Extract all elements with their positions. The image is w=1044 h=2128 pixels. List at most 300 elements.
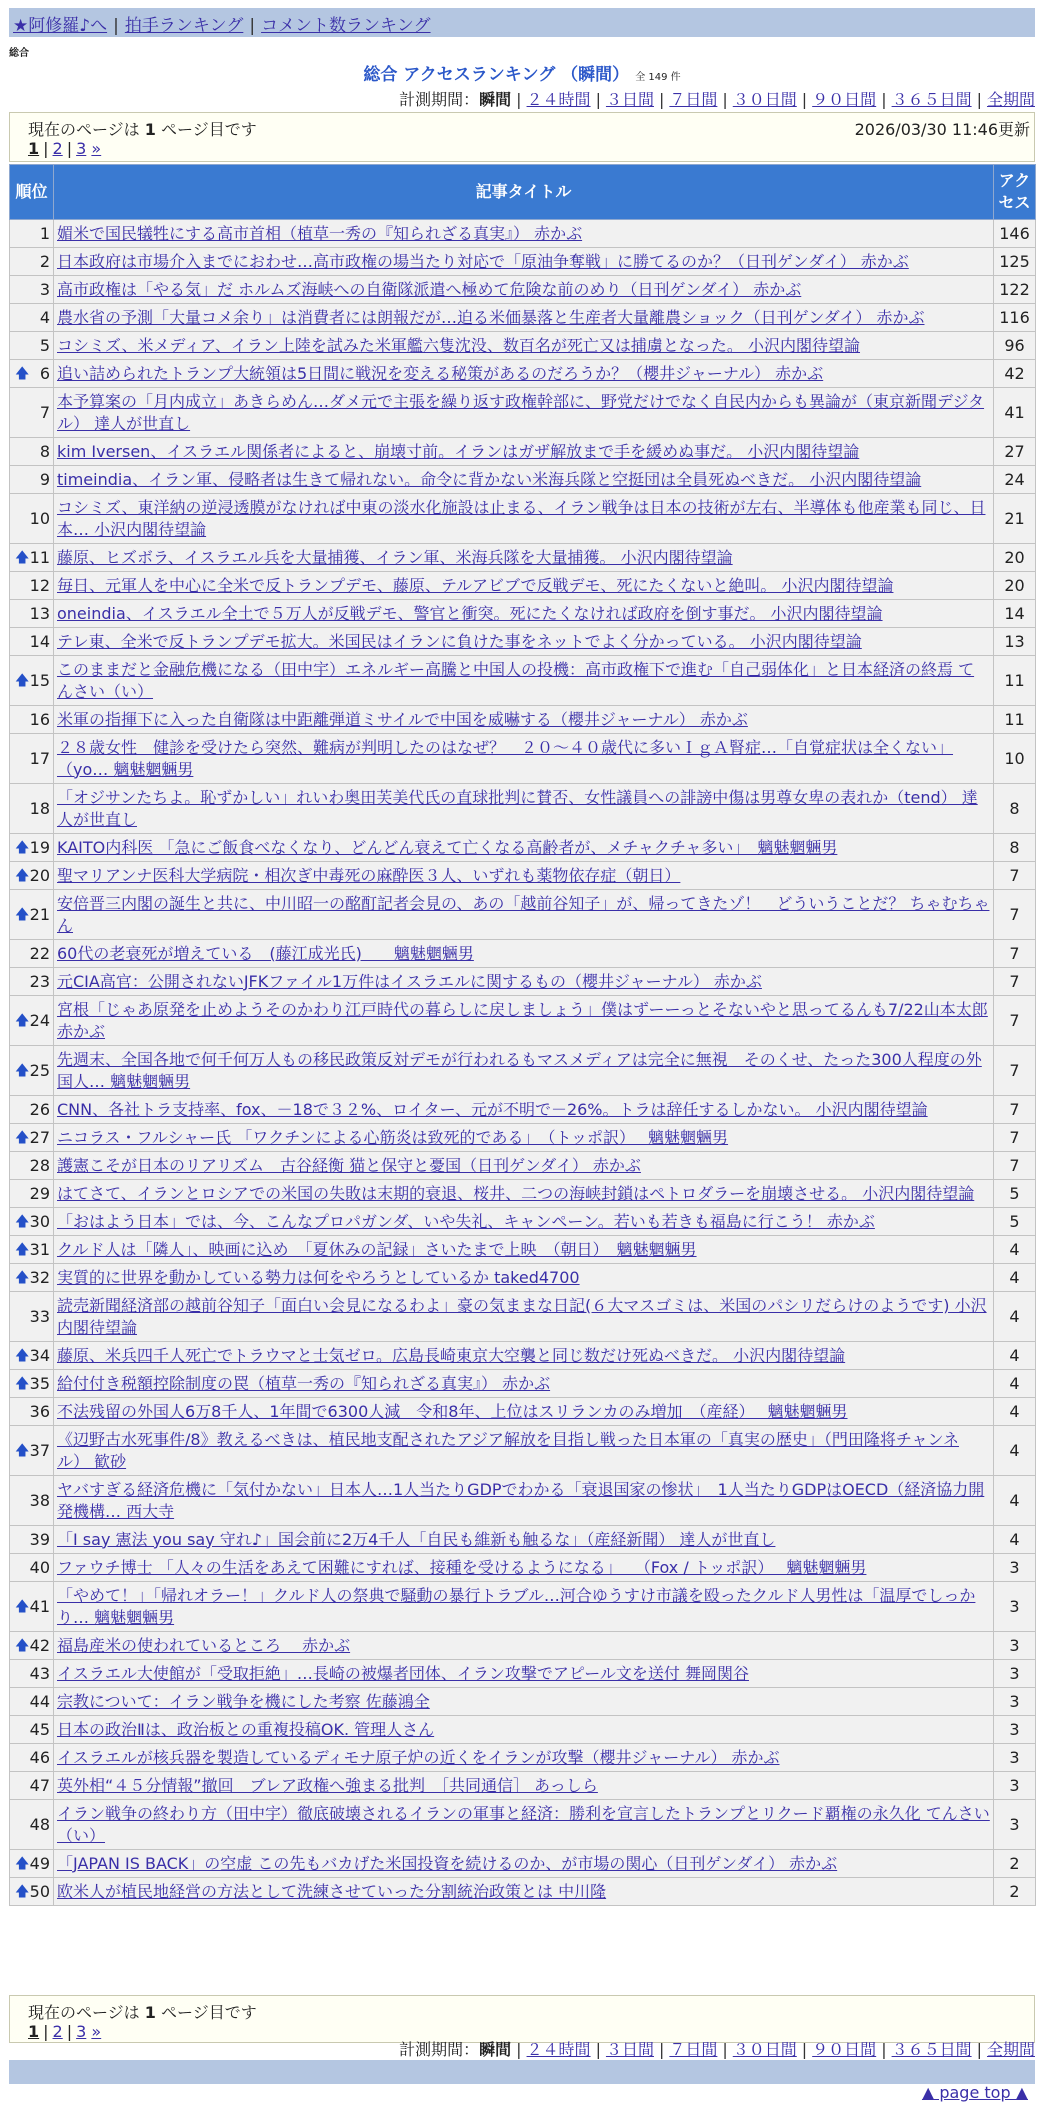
page-top-link[interactable]: ▲ page top ▲ xyxy=(921,2083,1028,2102)
article-link[interactable]: 給付付き税額控除制度の罠（植草一秀の『知られざる真実』） 赤かぶ xyxy=(57,1373,551,1393)
article-link[interactable]: 毎日、元軍人を中心に全米で反トランプデモ、藤原、テルアビブで反戦デモ、死にたくないと絶叫。 小沢内閣待望論 xyxy=(57,575,894,595)
rank-cell xyxy=(10,1688,54,1716)
table-row xyxy=(10,1426,1036,1476)
table-row xyxy=(10,1476,1036,1526)
title-cell xyxy=(54,706,994,734)
article-link[interactable]: 「やめて！」「帰れオラー！」クルド人の祭典で騒動の暴行トラブル…河合ゆうすけ市議を殴ったクルド人男性は「温厚でしっかり… 魑魅魍魎男 xyxy=(57,1585,976,1627)
access-count: 7 xyxy=(994,1152,1036,1180)
pager-top xyxy=(9,112,1035,162)
access-count: 3 xyxy=(994,1660,1036,1688)
period-separator: | xyxy=(722,2040,728,2059)
article-link[interactable]: 先週末、全国各地で何千何万人もの移民政策反対デモが行われるもマスメディアは完全に無視 そのくせ、たった300人程度の外国人… 魑魅魍魎男 xyxy=(57,1049,982,1091)
up-arrow-icon: 🡅 xyxy=(15,1012,30,1029)
nav-link-comment-ranking[interactable]: コメント数ランキング xyxy=(261,16,431,36)
rank-cell xyxy=(10,1476,54,1526)
title-cell xyxy=(54,572,994,600)
rank-number: 3 xyxy=(39,279,50,299)
article-link[interactable]: 護憲こそが日本のリアリズム 古谷経衡 猫と保守と憂国（日刊ゲンダイ） 赤かぶ xyxy=(57,1155,641,1175)
article-link[interactable]: ニコラス・フルシャー氏 「ワクチンによる心筋炎は致死的である」 （トッポ訳） 魑魅魍魎男 xyxy=(57,1127,729,1147)
table-row xyxy=(10,1582,1036,1632)
article-link[interactable]: ２８歳女性 健診を受けたら突然、難病が判明したのはなぜ？ ２０～４０歳代に多いＩｇＡ腎症…「自覚症状は全くない」（yo… 魑魅魍魎男 xyxy=(57,737,954,779)
article-link[interactable]: 欧米人が植民地経営の方法として洗練させていった分割統治政策とは 中川隆 xyxy=(57,1881,607,1901)
table-row xyxy=(10,600,1036,628)
rank-number: 8 xyxy=(39,441,50,461)
page-link[interactable]: 2 xyxy=(52,2022,63,2041)
page-separator: | xyxy=(43,2022,49,2041)
article-link[interactable]: 宗教について：イラン戦争を機にした考察 佐藤鴻全 xyxy=(57,1691,430,1711)
period-link[interactable]: ３０日間 xyxy=(732,2040,797,2059)
article-link[interactable]: イスラエル大使館が「受取拒絶」…長崎の被爆者団体、イラン攻撃でアピール文を送付 舞岡関谷 xyxy=(57,1663,749,1683)
article-link[interactable]: timeindia、イラン軍、侵略者は生きて帰れない。命令に背かない米海兵隊と空挺団は全員死ぬべきだ。 小沢内閣待望論 xyxy=(57,469,922,489)
rank-number: 31 xyxy=(29,1239,50,1259)
top-nav-bar xyxy=(9,8,1035,37)
access-count: 7 xyxy=(994,862,1036,890)
access-count: 7 xyxy=(994,996,1036,1046)
period-selector-top xyxy=(399,87,1035,110)
access-count: 3 xyxy=(994,1582,1036,1632)
rank-number: 39 xyxy=(29,1529,50,1549)
period-separator: | xyxy=(658,90,665,109)
article-link[interactable]: 「オジサンたちよ。恥ずかしい」れいわ奥田芙美代氏の直球批判に賛否、女性議員への誹謗中傷は男尊女卑の表れか（tend） 達人が世直し xyxy=(57,787,978,829)
rank-cell xyxy=(10,1660,54,1688)
rank-cell xyxy=(10,1152,54,1180)
table-row xyxy=(10,360,1036,388)
article-link[interactable]: 不法残留の外国人6万8千人、1年間で6300人減 令和8年、上位はスリランカのみ増加 （産経） 魑魅魍魎男 xyxy=(57,1401,848,1421)
access-count: 20 xyxy=(994,572,1036,600)
rank-number: 23 xyxy=(29,971,50,991)
period-link[interactable]: ３日間 xyxy=(605,90,654,109)
title-cell xyxy=(54,1878,994,1906)
table-row xyxy=(10,968,1036,996)
access-count: 4 xyxy=(994,1236,1036,1264)
title-cell xyxy=(54,734,994,784)
up-arrow-icon: 🡅 xyxy=(15,1269,30,1286)
rank-number: 4 xyxy=(39,307,50,327)
access-count: 146 xyxy=(994,220,1036,248)
rank-cell xyxy=(10,1046,54,1096)
title-cell xyxy=(54,494,994,544)
title-cell xyxy=(54,248,994,276)
article-link[interactable]: 安倍晋三内閣の誕生と共に、中川昭一の酩酊記者会見の、あの「越前谷知子」が、帰ってきたゾ！ どういうことだ？ ちゃむちゃん xyxy=(57,893,990,935)
period-current: 瞬間 xyxy=(479,2040,512,2059)
article-link[interactable]: 英外相“４５分情報”撤回 ブレア政権へ強まる批判 ［共同通信］ あっしら xyxy=(57,1775,598,1795)
title-cell xyxy=(54,1046,994,1096)
access-count: 4 xyxy=(994,1526,1036,1554)
up-arrow-icon: 🡅 xyxy=(15,1062,30,1079)
rank-cell xyxy=(10,1632,54,1660)
page-link[interactable]: » xyxy=(91,2022,102,2041)
access-count: 27 xyxy=(994,438,1036,466)
title-cell xyxy=(54,1370,994,1398)
total-count: 全 149 件 xyxy=(635,72,681,83)
title-cell xyxy=(54,1800,994,1850)
access-count: 41 xyxy=(994,388,1036,438)
period-link[interactable]: ３６５日間 xyxy=(891,90,972,109)
access-count: 3 xyxy=(994,1716,1036,1744)
header-access: アクセス xyxy=(994,165,1036,220)
access-count: 4 xyxy=(994,1264,1036,1292)
rank-cell xyxy=(10,706,54,734)
access-count: 96 xyxy=(994,332,1036,360)
up-arrow-icon: 🡅 xyxy=(15,1129,30,1146)
title-cell xyxy=(54,1772,994,1800)
period-link[interactable]: ２４時間 xyxy=(526,2040,591,2059)
period-link[interactable]: ３日間 xyxy=(605,2040,654,2059)
title-cell xyxy=(54,1096,994,1124)
article-link[interactable]: イラン戦争の終わり方（田中宇）徹底破壊されるイランの軍事と経済：勝利を宣言したトランプとリクード覇権の永久化 てんさい（い） xyxy=(57,1803,990,1845)
period-separator: | xyxy=(516,2040,522,2059)
access-count: 8 xyxy=(994,834,1036,862)
rank-number: 42 xyxy=(29,1635,50,1655)
title-cell xyxy=(54,1744,994,1772)
table-row xyxy=(10,834,1036,862)
header-rank: 順位 xyxy=(10,165,54,220)
title-cell xyxy=(54,862,994,890)
rank-number: 28 xyxy=(29,1155,50,1175)
table-row xyxy=(10,1850,1036,1878)
rank-number: 32 xyxy=(29,1267,50,1287)
access-count: 7 xyxy=(994,1096,1036,1124)
rank-number: 33 xyxy=(29,1306,50,1326)
access-count: 4 xyxy=(994,1398,1036,1426)
period-link[interactable]: ７日間 xyxy=(669,90,718,109)
table-row xyxy=(10,494,1036,544)
article-link[interactable]: 媚米で国民犠牲にする高市首相（植草一秀の『知られざる真実』） 赤かぶ xyxy=(57,223,583,243)
rank-number: 19 xyxy=(29,837,50,857)
title-cell xyxy=(54,438,994,466)
access-count: 2 xyxy=(994,1850,1036,1878)
access-count: 2 xyxy=(994,1878,1036,1906)
table-row xyxy=(10,784,1036,834)
rank-cell xyxy=(10,1426,54,1476)
page-link[interactable]: » xyxy=(91,139,102,158)
article-link[interactable]: 聖マリアンナ医科大学病院・相次ぎ中毒死の麻酔医３人、いずれも薬物依存症（朝日） xyxy=(57,865,681,885)
page-current: 1 xyxy=(28,139,40,158)
period-link[interactable]: ９０日間 xyxy=(812,90,877,109)
rank-number: 41 xyxy=(29,1596,50,1616)
up-arrow-icon: 🡅 xyxy=(15,1442,30,1459)
header-title: 記事タイトル xyxy=(54,165,994,220)
category-label: 総合 xyxy=(9,48,29,59)
rank-cell xyxy=(10,862,54,890)
article-link[interactable]: テレ東、全米で反トランプデモ拡大。米国民はイランに負けた事をネットでよく分かっている。 小沢内閣待望論 xyxy=(57,631,862,651)
article-link[interactable]: 読売新聞経済部の越前谷知子「面白い会見になるわよ」豪の気ままな日記(６大マスゴミは、米国のパシリだらけのようです) 小沢内閣待望論 xyxy=(57,1295,987,1337)
period-current: 瞬間 xyxy=(479,90,512,109)
article-link[interactable]: イスラエルが核兵器を製造しているディモナ原子炉の近くをイランが攻撃（櫻井ジャーナル） 赤かぶ xyxy=(57,1747,780,1767)
rank-number: 7 xyxy=(39,402,50,422)
access-count: 4 xyxy=(994,1342,1036,1370)
up-arrow-icon: 🡅 xyxy=(15,365,30,382)
article-link[interactable]: KAITO内科医 「急にご飯食べなくなり、どんどん衰えて亡くなる高齢者が、メチャクチャ多い」 魑魅魍魎男 xyxy=(57,837,838,857)
access-count: 14 xyxy=(994,600,1036,628)
rank-number: 30 xyxy=(29,1211,50,1231)
up-arrow-icon: 🡅 xyxy=(15,1241,30,1258)
table-row xyxy=(10,572,1036,600)
up-arrow-icon: 🡅 xyxy=(15,867,30,884)
title-cell xyxy=(54,360,994,388)
period-separator: | xyxy=(881,90,887,109)
access-count: 3 xyxy=(994,1744,1036,1772)
access-count: 122 xyxy=(994,276,1036,304)
page-info xyxy=(28,2000,257,2023)
rank-cell xyxy=(10,784,54,834)
rank-cell xyxy=(10,248,54,276)
article-link[interactable]: 宮根「じゃあ原発を止めようそのかわり江戸時代の暮らしに戻しましょう」僕はずーーっとそないやと思ってるんも7/22山本太郎 赤かぶ xyxy=(57,999,988,1041)
table-row xyxy=(10,996,1036,1046)
page-separator: | xyxy=(66,139,73,158)
rank-number: 37 xyxy=(29,1440,50,1460)
article-link[interactable]: 「I say 憲法 you say 守れ♪」国会前に2万4千人「自民も維新も触るな」（産経新聞） 達人が世直し xyxy=(57,1529,776,1549)
rank-number: 26 xyxy=(29,1099,50,1119)
article-link[interactable]: 追い詰められたトランプ大統領は5日間に戦況を変える秘策があるのだろうか？（櫻井ジャーナル） 赤かぶ xyxy=(57,363,824,383)
rank-cell xyxy=(10,332,54,360)
rank-cell xyxy=(10,656,54,706)
page-info-current: 1 xyxy=(144,2003,156,2022)
access-count: 4 xyxy=(994,1426,1036,1476)
rank-number: 10 xyxy=(29,508,50,528)
table-row xyxy=(10,1554,1036,1582)
up-arrow-icon: 🡅 xyxy=(15,839,30,856)
article-link[interactable]: 《辺野古水死事件/8》教えるべきは、植民地支配されたアジア解放を目指し戦った日本軍の「真実の歴史」（門田隆将チャンネル） 歓砂 xyxy=(57,1429,959,1471)
table-row xyxy=(10,1236,1036,1264)
page-title-text: 総合 アクセスランキング （瞬間） xyxy=(363,65,630,85)
access-count: 11 xyxy=(994,706,1036,734)
up-arrow-icon: 🡅 xyxy=(15,906,30,923)
page-link[interactable]: 2 xyxy=(52,139,63,158)
rank-number: 13 xyxy=(29,603,50,623)
period-link[interactable]: ３６５日間 xyxy=(891,2040,972,2059)
rank-cell xyxy=(10,1370,54,1398)
access-count: 10 xyxy=(994,734,1036,784)
rank-number: 46 xyxy=(29,1747,50,1767)
access-count: 42 xyxy=(994,360,1036,388)
rank-number: 21 xyxy=(29,904,50,924)
table-row xyxy=(10,940,1036,968)
page-title xyxy=(0,60,1044,85)
rank-cell xyxy=(10,940,54,968)
rank-cell xyxy=(10,1292,54,1342)
footer-bar xyxy=(9,2060,1035,2084)
table-row xyxy=(10,1152,1036,1180)
pager-bottom xyxy=(9,1995,1035,2043)
title-cell xyxy=(54,1124,994,1152)
title-cell xyxy=(54,940,994,968)
rank-number: 20 xyxy=(29,865,50,885)
access-count: 8 xyxy=(994,784,1036,834)
up-arrow-icon: 🡅 xyxy=(15,1375,30,1392)
table-row xyxy=(10,656,1036,706)
rank-cell xyxy=(10,996,54,1046)
access-count: 125 xyxy=(994,248,1036,276)
article-link[interactable]: 「おはよう日本」では、今、こんなプロパガンダ、いや失礼、キャンペーン。若いも若きも福島に行こう！ 赤かぶ xyxy=(57,1211,875,1231)
rank-cell xyxy=(10,1180,54,1208)
title-cell xyxy=(54,1632,994,1660)
rank-number: 5 xyxy=(39,335,50,355)
title-cell xyxy=(54,1208,994,1236)
up-arrow-icon: 🡅 xyxy=(15,1855,30,1872)
rank-cell xyxy=(10,1398,54,1426)
article-link[interactable]: 藤原、米兵四千人死亡でトラウマと士気ゼロ。広島長崎東京大空襲と同じ数だけ死ぬべきだ。 小沢内閣待望論 xyxy=(57,1345,846,1365)
rank-cell xyxy=(10,1772,54,1800)
rank-number: 35 xyxy=(29,1373,50,1393)
rank-number: 48 xyxy=(29,1814,50,1834)
rank-cell xyxy=(10,572,54,600)
article-link[interactable]: コシミズ、東洋納の逆浸透膜がなければ中東の淡水化施設は止まる、イラン戦争は日本の技術が左右、半導体も他産業も同じ、日本… 小沢内閣待望論 xyxy=(57,497,986,539)
title-cell xyxy=(54,1526,994,1554)
article-link[interactable]: 本予算案の「月内成立」あきらめん…ダメ元で主張を繰り返す政権幹部に、野党だけでなく自民内からも異論が（東京新聞デジタル） 達人が世直し xyxy=(57,391,985,433)
up-arrow-icon: 🡅 xyxy=(15,1883,30,1900)
page-info-suffix: ページ目です xyxy=(161,120,257,139)
period-separator: | xyxy=(801,2040,808,2059)
article-link[interactable]: はてさて、イランとロシアでの米国の失敗は末期的衰退、桜井、二つの海峡封鎖はペトロダラーを崩壊させる。 小沢内閣待望論 xyxy=(57,1183,975,1203)
page-info-suffix: ページ目です xyxy=(161,2003,257,2022)
title-cell xyxy=(54,1688,994,1716)
article-link[interactable]: CNN、各社トラ支持率、fox、－18で３２%、ロイター、元が不明で－26%。トラは辞任するしかない。 小沢内閣待望論 xyxy=(57,1099,928,1119)
rank-cell xyxy=(10,494,54,544)
rank-cell xyxy=(10,890,54,940)
period-label: 計測期間： xyxy=(399,90,480,109)
period-link[interactable]: 全期間 xyxy=(986,90,1035,109)
table-row xyxy=(10,220,1036,248)
title-cell xyxy=(54,1716,994,1744)
access-count: 13 xyxy=(994,628,1036,656)
table-row xyxy=(10,1264,1036,1292)
article-link[interactable]: 「JAPAN IS BACK」の空虚 この先もバカげた米国投資を続けるのか、が市場の関心（日刊ゲンダイ） 赤かぶ xyxy=(57,1853,838,1873)
rank-cell xyxy=(10,388,54,438)
period-link[interactable]: ９０日間 xyxy=(812,2040,877,2059)
up-arrow-icon: 🡅 xyxy=(15,1637,30,1654)
article-link[interactable]: 日本政府は市場介入までにおわせ…高市政権の場当たり対応で「原油争奪戦」に勝てるのか？（日刊ゲンダイ） 赤かぶ xyxy=(57,251,909,271)
period-separator: | xyxy=(516,90,522,109)
page-links xyxy=(28,139,101,158)
rank-number: 18 xyxy=(29,798,50,818)
period-link[interactable]: ７日間 xyxy=(669,2040,718,2059)
rank-number: 27 xyxy=(29,1127,50,1147)
title-cell xyxy=(54,1180,994,1208)
article-link[interactable]: 藤原、ヒズボラ、イスラエル兵を大量捕獲、イラン軍、米海兵隊を大量捕獲。 小沢内閣待望論 xyxy=(57,547,733,567)
access-count: 20 xyxy=(994,544,1036,572)
rank-cell xyxy=(10,438,54,466)
article-link[interactable]: 福島産米の使われているところ 赤かぶ xyxy=(57,1635,351,1655)
title-cell xyxy=(54,276,994,304)
article-link[interactable]: 元CIA高官：公開されないJFKファイル1万件はイスラエルに関するもの（櫻井ジャーナル） 赤かぶ xyxy=(57,971,762,991)
table-row xyxy=(10,1370,1036,1398)
rank-cell xyxy=(10,220,54,248)
rank-number: 14 xyxy=(29,631,50,651)
period-link[interactable]: ３０日間 xyxy=(732,90,797,109)
rank-number: 49 xyxy=(29,1853,50,1873)
article-link[interactable]: 高市政権は「やる気」だ ホルムズ海峡への自衛隊派遣へ極めて危険な前のめり（日刊ゲンダイ） 赤かぶ xyxy=(57,279,802,299)
article-link[interactable]: コシミズ、米メディア、イラン上陸を試みた米軍艦六隻沈没、数百名が死亡又は捕虜となった。 小沢内閣待望論 xyxy=(57,335,861,355)
title-cell xyxy=(54,834,994,862)
article-link[interactable]: クルド人は「隣人」、映画に込め 「夏休みの記録」さいたまで上映 （朝日） 魑魅魍魎男 xyxy=(57,1239,697,1259)
page-link[interactable]: 3 xyxy=(76,2022,87,2041)
access-count: 11 xyxy=(994,656,1036,706)
access-count: 7 xyxy=(994,940,1036,968)
article-link[interactable]: このままだと金融危機になる（田中宇）エネルギー高騰と中国人の投機：高市政権下で進む「自己弱体化」と日本経済の終焉 てんさい（い） xyxy=(57,659,975,701)
access-count: 116 xyxy=(994,304,1036,332)
title-cell xyxy=(54,1850,994,1878)
title-cell xyxy=(54,890,994,940)
period-link[interactable]: ２４時間 xyxy=(526,90,591,109)
table-header-row xyxy=(10,165,1036,220)
table-row xyxy=(10,1096,1036,1124)
access-count: 7 xyxy=(994,890,1036,940)
table-row xyxy=(10,1632,1036,1660)
period-separator: | xyxy=(658,2040,665,2059)
nav-link-asyura[interactable]: ★阿修羅♪へ xyxy=(13,16,108,36)
title-cell xyxy=(54,1264,994,1292)
title-cell xyxy=(54,1292,994,1342)
rank-cell xyxy=(10,1526,54,1554)
nav-separator: | xyxy=(113,16,119,36)
rank-cell xyxy=(10,544,54,572)
rank-cell xyxy=(10,834,54,862)
nav-link-applause-ranking[interactable]: 拍手ランキング xyxy=(124,16,244,36)
title-cell xyxy=(54,1152,994,1180)
page-info-prefix: 現在のページは xyxy=(28,120,140,139)
rank-number: 22 xyxy=(29,943,50,963)
article-link[interactable]: 60代の老衰死が増えている (藤江成光氏) 魑魅魍魎男 xyxy=(57,943,474,963)
article-link[interactable]: 実質的に世界を動かしている勢力は何をやろうとしているか taked4700 xyxy=(57,1267,580,1287)
table-row xyxy=(10,1398,1036,1426)
article-link[interactable]: oneindia、イスラエル全土で５万人が反戦デモ、警官と衝突。死にたくなければ政府を倒す事だ。 小沢内閣待望論 xyxy=(57,603,883,623)
rank-cell xyxy=(10,1342,54,1370)
rank-number: 29 xyxy=(29,1183,50,1203)
table-row xyxy=(10,1526,1036,1554)
period-separator: | xyxy=(595,2040,601,2059)
rank-number: 25 xyxy=(29,1060,50,1080)
rank-number: 17 xyxy=(29,748,50,768)
access-count: 4 xyxy=(994,1370,1036,1398)
access-count: 21 xyxy=(994,494,1036,544)
rank-number: 6 xyxy=(39,363,50,383)
page-link[interactable]: 3 xyxy=(76,139,87,158)
article-link[interactable]: ファウチ博士 「人々の生活をあえて困難にすれば、接種を受けるようになる」 （Fox / トッポ訳） 魑魅魍魎男 xyxy=(57,1557,867,1577)
article-link[interactable]: 米軍の指揮下に入った自衛隊は中距離弾道ミサイルで中国を威嚇する（櫻井ジャーナル） 赤かぶ xyxy=(57,709,748,729)
period-separator: | xyxy=(976,90,982,109)
access-count: 5 xyxy=(994,1208,1036,1236)
rank-cell xyxy=(10,600,54,628)
access-count: 3 xyxy=(994,1632,1036,1660)
article-link[interactable]: ヤバすぎる経済危機に「気付かない」日本人…1人当たりGDPでわかる「衰退国家の惨状」 1人当たりGDPはOECD（経済協力開発機構… 西大寺 xyxy=(57,1479,985,1521)
rank-cell xyxy=(10,1850,54,1878)
nav-separator: | xyxy=(249,16,256,36)
title-cell xyxy=(54,1476,994,1526)
article-link[interactable]: kim Iversen、イスラエル関係者によると、崩壊寸前。イランはガザ解放まで手を緩めぬ事だ。 小沢内閣待望論 xyxy=(57,441,860,461)
period-separator: | xyxy=(801,90,808,109)
table-row xyxy=(10,1208,1036,1236)
period-link[interactable]: 全期間 xyxy=(986,2040,1035,2059)
rank-cell xyxy=(10,968,54,996)
rank-number: 50 xyxy=(29,1881,50,1901)
rank-number: 12 xyxy=(29,575,50,595)
rank-cell xyxy=(10,276,54,304)
rank-number: 47 xyxy=(29,1775,50,1795)
access-count: 4 xyxy=(994,1292,1036,1342)
page-info xyxy=(28,117,257,140)
table-row xyxy=(10,628,1036,656)
rank-number: 9 xyxy=(39,469,50,489)
rank-cell xyxy=(10,1264,54,1292)
table-row xyxy=(10,706,1036,734)
article-link[interactable]: 農水省の予測「大量コメ余り」は消費者には朗報だが…迫る米価暴落と生産者大量離農ショック（日刊ゲンダイ） 赤かぶ xyxy=(57,307,925,327)
title-cell xyxy=(54,628,994,656)
table-row xyxy=(10,1046,1036,1096)
table-row xyxy=(10,1124,1036,1152)
rank-cell xyxy=(10,1208,54,1236)
article-link[interactable]: 日本の政治Ⅱは、政治板との重複投稿OK. 管理人さん xyxy=(57,1719,435,1739)
